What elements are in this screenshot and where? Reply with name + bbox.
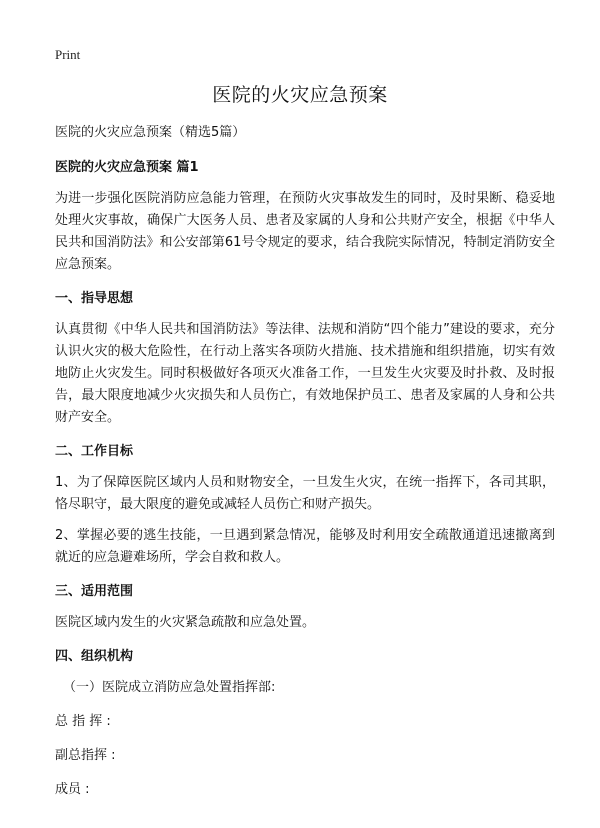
scope-paragraph: 医院区域内发生的火灾紧急疏散和应急处置。 xyxy=(55,615,316,630)
section-heading-scope: 三、适用范围 xyxy=(55,584,134,599)
goal-item-2: 2、掌握必要的逃生技能，一旦遇到紧急情况，能够及时利用安全疏散通道迅速撤离到就近的应急避难场所，学会自救和救人。 xyxy=(55,528,555,565)
members-line: 成员 : xyxy=(55,782,90,797)
deputy-commander-line: 副总指挥 : xyxy=(55,748,116,763)
article-heading: 医院的火灾应急预案 篇1 xyxy=(55,160,199,175)
document-body xyxy=(55,122,555,801)
document-subtitle: 医院的火灾应急预案（精选5篇） xyxy=(55,125,246,140)
guiding-paragraph: 认真贯彻《中华人民共和国消防法》等法律、法规和消防“四个能力”建设的要求，充分认识火灾的极大危险性，在行动上落实各项防火措施、技术措施和组织措施，切实有效地防止火灾发生。同时积极做好各项灭火准备工作，一旦发生火灾要及时扑救、及时报告，最大限度地减少火灾损失和人员伤亡，有效地保护员工、患者及家属的人身和公共财产安全。 xyxy=(55,322,555,425)
print-link[interactable]: Print xyxy=(55,47,81,62)
organization-subitem-1: （一）医院成立消防应急处置指挥部: xyxy=(63,680,276,695)
page-title: 医院的火灾应急预案 xyxy=(212,84,388,106)
intro-paragraph: 为进一步强化医院消防应急能力管理，在预防火灾事故发生的同时，及时果断、稳妥地处理火灾事故，确保广大医务人员、患者及家属的人身和公共财产安全，根据《中华人民共和国消防法》和公安部第61号令规定的要求，结合我院实际情况，特制定消防安全应急预案。 xyxy=(55,191,555,272)
section-heading-organization: 四、组织机构 xyxy=(55,649,134,664)
section-heading-guiding: 一、指导思想 xyxy=(55,291,134,306)
commander-line: 总 指 挥 : xyxy=(55,714,111,729)
goal-item-1: 1、为了保障医院区域内人员和财物安全，一旦发生火灾，在统一指挥下，各司其职，恪尽职守，最大限度的避免或减轻人员伤亡和财产损失。 xyxy=(55,475,555,512)
section-heading-goals: 二、工作目标 xyxy=(55,444,134,459)
